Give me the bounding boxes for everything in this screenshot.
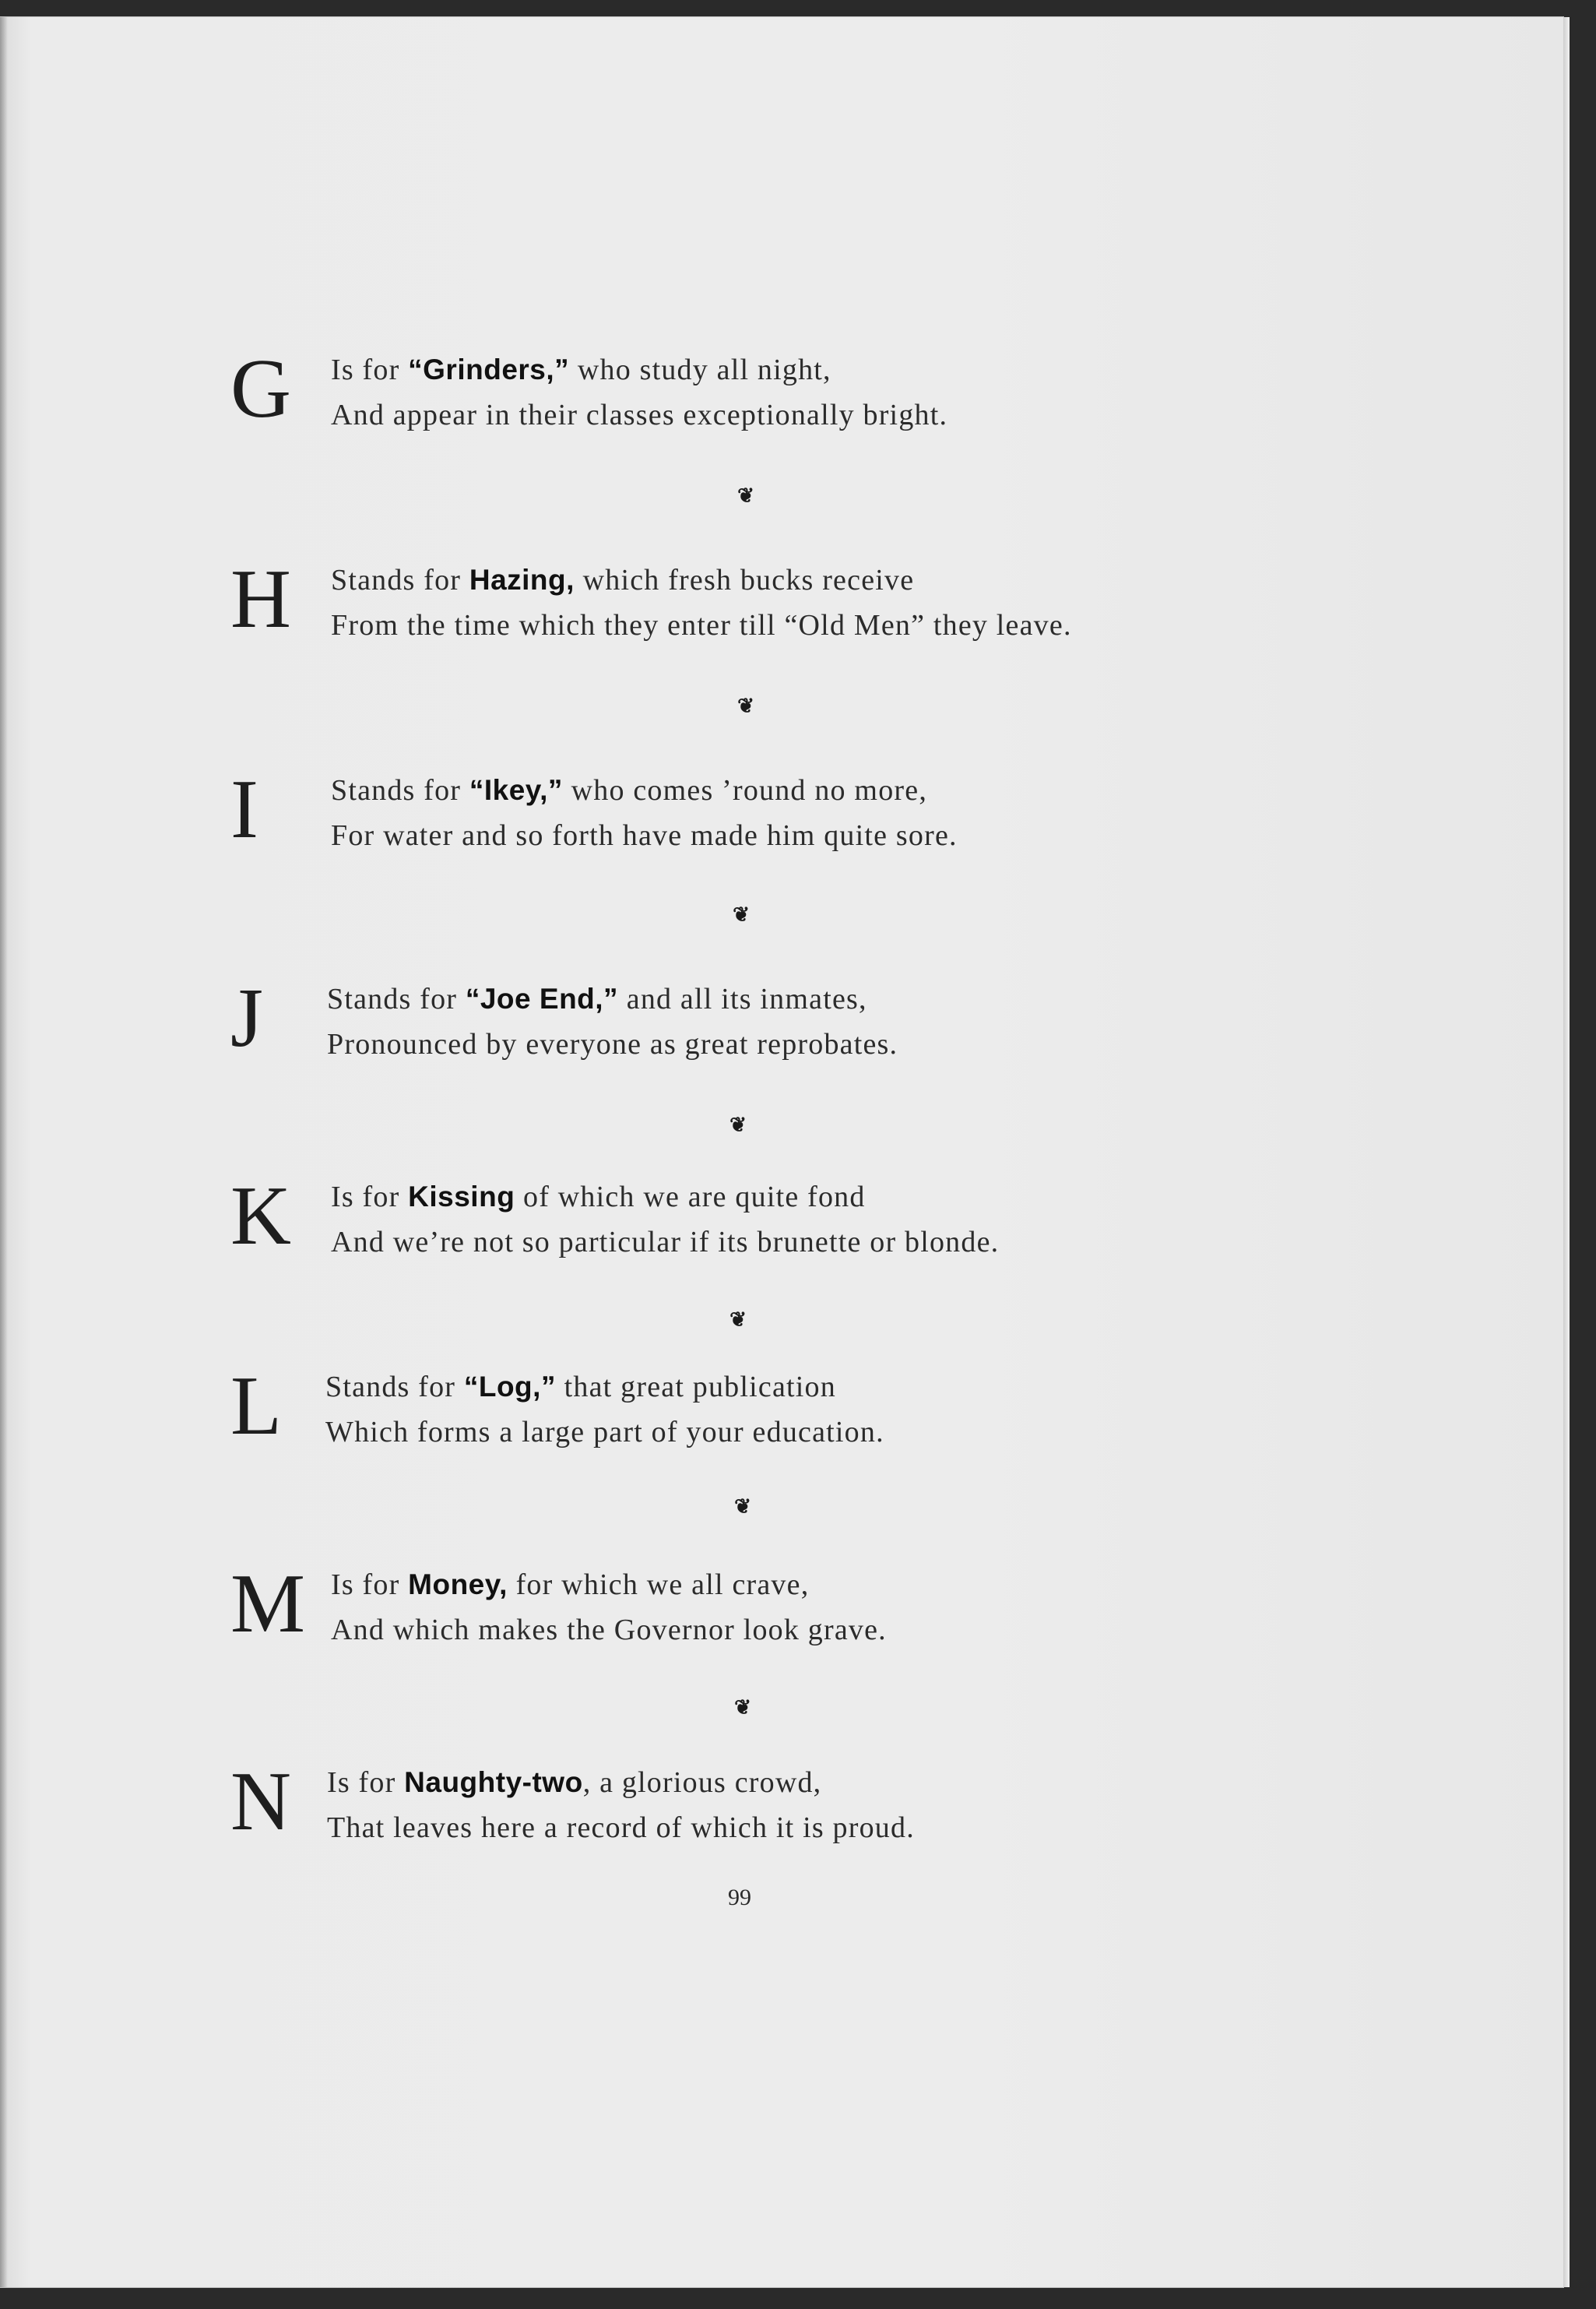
line-text: , a glorious crowd, (582, 1766, 822, 1799)
verse-lines (331, 768, 958, 858)
verse-line-1 (327, 1760, 915, 1805)
stanza-j (0, 972, 1401, 1086)
line-text: who study all night, (569, 354, 831, 386)
drop-initial: I (230, 763, 258, 856)
stanza-n (0, 1755, 1401, 1869)
line-text: and all its inmates, (618, 983, 867, 1015)
stanza-h (0, 553, 1401, 667)
line-text: Stands for (331, 774, 469, 807)
fleuron-ornament: ❦ (733, 903, 750, 926)
verse-lines (325, 1364, 884, 1455)
verse-line-1 (327, 977, 898, 1022)
keyword: “Ikey,” (469, 774, 563, 806)
verse-lines (331, 558, 1072, 648)
line-text: of which we are quite fond (515, 1181, 866, 1213)
verse-lines (327, 1760, 915, 1850)
drop-initial: N (230, 1755, 291, 1848)
keyword: “Grinders,” (408, 354, 570, 385)
drop-initial: M (230, 1558, 306, 1650)
keyword: Naughty-two (404, 1766, 583, 1798)
verse-line-1 (331, 1174, 999, 1220)
drop-initial: G (230, 343, 291, 435)
verse-line-2: That leaves here a record of which it is proud. (327, 1811, 915, 1844)
line-text: Stands for (325, 1371, 464, 1403)
keyword: Kissing (408, 1181, 515, 1213)
line-text: which fresh bucks receive (574, 564, 915, 597)
verse-line-2: Which forms a large part of your education. (325, 1416, 884, 1448)
verse-line-2: And we’re not so particular if its brunette or blonde. (331, 1226, 1000, 1258)
fleuron-ornament: ❦ (737, 695, 754, 717)
line-text: Stands for (331, 564, 469, 597)
fleuron-ornament: ❦ (729, 1308, 747, 1331)
drop-initial: L (230, 1360, 282, 1452)
verse-line-1 (331, 1562, 887, 1607)
keyword: “Joe End,” (465, 983, 619, 1015)
verse-lines (331, 1174, 999, 1265)
line-text: who comes ’round no more, (562, 774, 928, 807)
verse-line-1 (331, 768, 958, 813)
line-text: Stands for (327, 983, 466, 1015)
fleuron-ornament: ❦ (737, 484, 754, 507)
verse-line-2: And appear in their classes exceptionally bright. (331, 399, 948, 431)
keyword: “Log,” (463, 1371, 556, 1403)
stanza-k (0, 1170, 1401, 1283)
drop-initial: J (230, 972, 264, 1065)
verse-line-2: For water and so forth have made him quite sore. (331, 819, 958, 852)
line-text: Is for (331, 1568, 409, 1601)
verse-line-1 (325, 1364, 884, 1410)
verse-line-1 (331, 558, 1072, 603)
verse-line-2: From the time which they enter till “Old Men” they leave. (331, 609, 1072, 642)
drop-initial: H (230, 553, 291, 646)
page-number: 99 (728, 1885, 751, 1910)
verse-line-2: And which makes the Governor look grave. (331, 1614, 887, 1646)
keyword: Money, (408, 1568, 508, 1600)
verse-lines (331, 347, 947, 438)
line-text: Is for (331, 1181, 409, 1213)
page-edge (1563, 17, 1570, 2287)
keyword: Hazing, (469, 564, 575, 596)
verse-lines (327, 977, 898, 1067)
stanza-g (0, 343, 1401, 456)
stanza-m (0, 1558, 1401, 1671)
line-text: Is for (331, 354, 409, 386)
verse-lines (331, 1562, 887, 1653)
stanza-i (0, 763, 1401, 877)
fleuron-ornament: ❦ (734, 1696, 751, 1719)
verse-line-2: Pronounced by everyone as great reprobates. (327, 1028, 898, 1061)
fleuron-ornament: ❦ (734, 1495, 751, 1518)
line-text: Is for (327, 1766, 405, 1799)
stanza-l (0, 1360, 1401, 1473)
verse-line-1 (331, 347, 947, 392)
fleuron-ornament: ❦ (729, 1114, 747, 1136)
line-text: for which we all crave, (507, 1568, 810, 1601)
line-text: that great publication (555, 1371, 836, 1403)
drop-initial: K (230, 1170, 291, 1262)
